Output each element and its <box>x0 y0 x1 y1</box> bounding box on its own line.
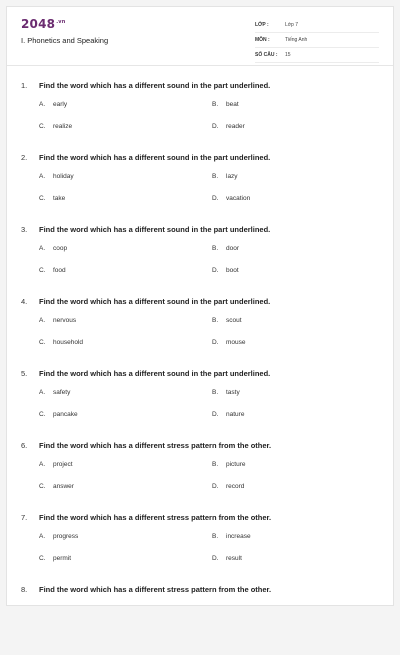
meta-value: Lớp 7 <box>285 22 299 28</box>
answer-option[interactable] <box>212 101 239 108</box>
option-text: increase <box>226 533 251 540</box>
answer-option[interactable] <box>212 173 238 180</box>
option-text: safety <box>53 389 71 396</box>
option-letter: B. <box>212 389 219 396</box>
option-text: picture <box>226 461 246 468</box>
meta-value: 15 <box>285 52 291 58</box>
option-text: realize <box>53 123 73 130</box>
answer-option[interactable] <box>212 245 239 252</box>
question-number: 3. <box>21 224 28 234</box>
answer-option[interactable] <box>39 317 76 324</box>
question-item <box>21 511 381 583</box>
answer-option[interactable] <box>39 267 66 274</box>
option-text: mouse <box>226 339 246 346</box>
option-text: answer <box>53 483 74 490</box>
question-number: 7. <box>21 512 28 522</box>
option-text: pancake <box>53 411 78 418</box>
meta-label: LỚP : <box>255 22 269 28</box>
worksheet-meta <box>255 18 379 63</box>
option-letter: A. <box>39 533 46 540</box>
question-item <box>21 295 381 367</box>
answer-option[interactable] <box>39 389 70 396</box>
option-letter: A. <box>39 317 46 324</box>
answer-option[interactable] <box>39 461 73 468</box>
worksheet-header <box>7 7 393 66</box>
option-text: reader <box>226 123 245 130</box>
option-letter: A. <box>39 173 46 180</box>
option-letter: D. <box>212 267 219 274</box>
answer-option[interactable] <box>212 339 246 346</box>
question-item <box>21 439 381 511</box>
question-text: Find the word which has a different sound in the part underlined. <box>39 368 271 378</box>
option-letter: A. <box>39 101 46 108</box>
site-logo[interactable] <box>21 17 66 31</box>
option-letter: D. <box>212 555 219 562</box>
option-letter: C. <box>39 339 46 346</box>
answer-option[interactable] <box>212 461 246 468</box>
question-text: Find the word which has a different stress pattern from the other. <box>39 512 272 522</box>
meta-row-class <box>255 18 379 33</box>
option-text: progress <box>53 533 79 540</box>
option-text: record <box>226 483 245 490</box>
option-letter: C. <box>39 123 46 130</box>
option-text: lazy <box>226 173 238 180</box>
question-text: Find the word which has a different sound in the part underlined. <box>39 224 271 234</box>
option-letter: D. <box>212 195 219 202</box>
option-text: scout <box>226 317 242 324</box>
option-letter: C. <box>39 555 46 562</box>
question-number: 5. <box>21 368 28 378</box>
answer-option[interactable] <box>39 101 67 108</box>
question-number: 2. <box>21 152 28 162</box>
worksheet-page <box>6 6 394 606</box>
answer-option[interactable] <box>39 245 67 252</box>
option-letter: D. <box>212 123 219 130</box>
option-text: food <box>53 267 66 274</box>
logo-main: 2048 <box>21 17 56 31</box>
answer-option[interactable] <box>39 533 78 540</box>
option-letter: B. <box>212 533 219 540</box>
answer-option[interactable] <box>39 483 74 490</box>
section-title: I. Phonetics and Speaking <box>21 36 109 45</box>
option-text: beat <box>226 101 239 108</box>
option-text: nervous <box>53 317 77 324</box>
answer-option[interactable] <box>212 555 242 562</box>
answer-option[interactable] <box>212 533 251 540</box>
option-text: result <box>226 555 242 562</box>
option-text: early <box>53 101 68 108</box>
question-item <box>21 367 381 439</box>
answer-option[interactable] <box>212 317 242 324</box>
option-letter: A. <box>39 245 46 252</box>
option-letter: A. <box>39 389 46 396</box>
answer-option[interactable] <box>39 173 74 180</box>
question-list <box>21 79 381 655</box>
meta-row-subject <box>255 33 379 48</box>
answer-option[interactable] <box>212 411 244 418</box>
option-letter: B. <box>212 101 219 108</box>
question-text: Find the word which has a different sound in the part underlined. <box>39 152 271 162</box>
option-text: coop <box>53 245 68 252</box>
question-text: Find the word which has a different stress pattern from the other. <box>39 440 272 450</box>
option-letter: C. <box>39 195 46 202</box>
question-number: 4. <box>21 296 28 306</box>
option-text: holiday <box>53 173 74 180</box>
answer-option[interactable] <box>212 267 239 274</box>
option-text: boot <box>226 267 239 274</box>
option-text: nature <box>226 411 245 418</box>
option-letter: C. <box>39 483 46 490</box>
option-letter: C. <box>39 411 46 418</box>
option-letter: D. <box>212 411 219 418</box>
answer-option[interactable] <box>212 389 240 396</box>
option-letter: D. <box>212 483 219 490</box>
option-letter: B. <box>212 461 219 468</box>
logo-suffix: .vn <box>56 19 66 25</box>
question-item <box>21 79 381 151</box>
answer-option[interactable] <box>39 195 65 202</box>
option-letter: B. <box>212 245 219 252</box>
answer-option[interactable] <box>39 555 71 562</box>
question-number: 1. <box>21 80 28 90</box>
option-letter: B. <box>212 173 219 180</box>
option-text: door <box>226 245 240 252</box>
question-text: Find the word which has a different sound in the part underlined. <box>39 80 271 90</box>
option-letter: C. <box>39 267 46 274</box>
option-letter: A. <box>39 461 46 468</box>
question-number: 8. <box>21 584 28 594</box>
option-text: take <box>53 195 66 202</box>
option-letter: B. <box>212 317 219 324</box>
question-item <box>21 583 381 655</box>
answer-option[interactable] <box>39 411 78 418</box>
option-text: household <box>53 339 83 346</box>
answer-option[interactable] <box>212 483 244 490</box>
option-text: vacation <box>226 195 251 202</box>
question-number: 6. <box>21 440 28 450</box>
answer-option[interactable] <box>212 123 245 130</box>
meta-value: Tiếng Anh <box>285 37 308 43</box>
option-letter: D. <box>212 339 219 346</box>
answer-option[interactable] <box>39 339 83 346</box>
question-item <box>21 151 381 223</box>
meta-label: MÔN : <box>255 37 270 43</box>
question-item <box>21 223 381 295</box>
question-text: Find the word which has a different stress pattern from the other. <box>39 584 272 594</box>
meta-label: SỐ CÂU : <box>255 52 278 58</box>
answer-option[interactable] <box>39 123 72 130</box>
meta-row-question-count <box>255 48 379 63</box>
answer-option[interactable] <box>212 195 250 202</box>
question-text: Find the word which has a different sound in the part underlined. <box>39 296 271 306</box>
option-text: tasty <box>226 389 240 396</box>
option-text: permit <box>53 555 72 562</box>
option-text: project <box>53 461 73 468</box>
